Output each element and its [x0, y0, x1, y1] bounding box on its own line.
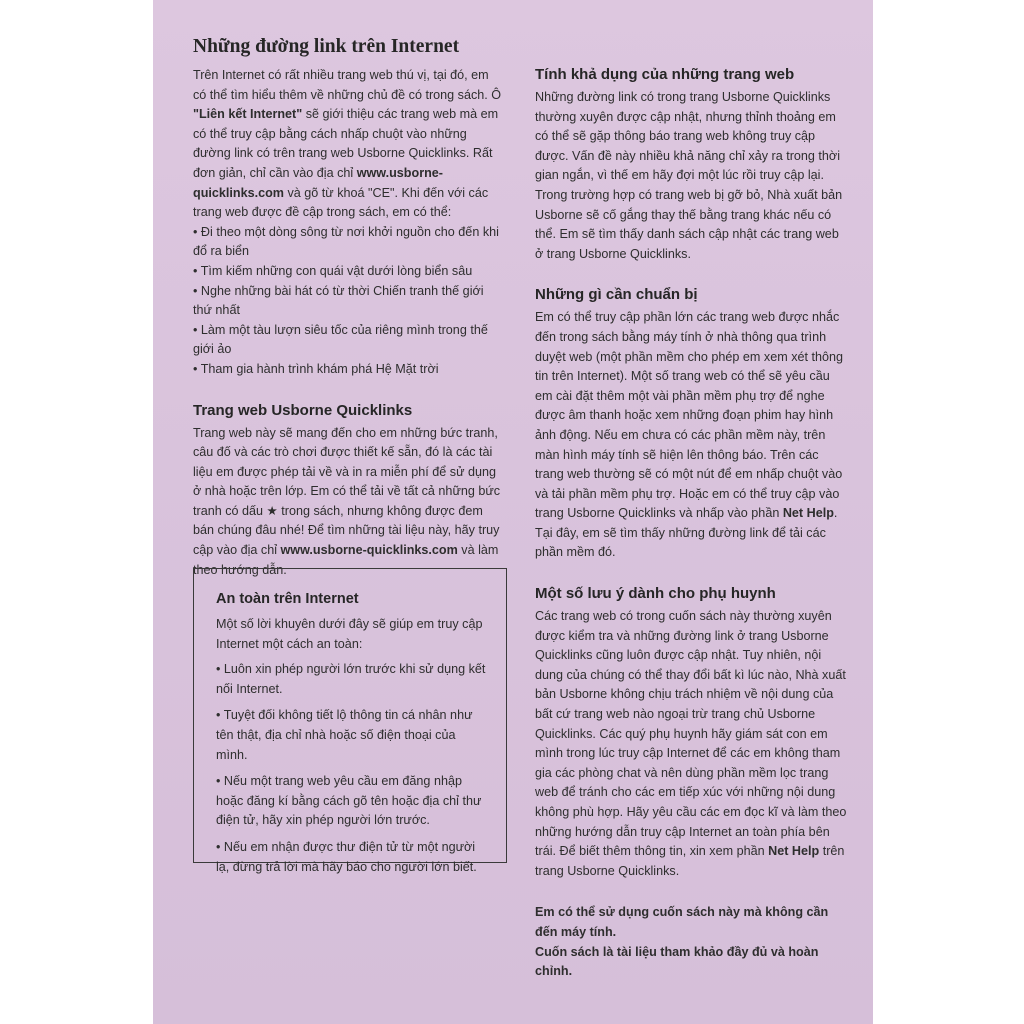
- activity-list: [193, 223, 505, 380]
- safety-list: [216, 660, 486, 877]
- internet-links-title: Những đường link trên Internet: [193, 36, 460, 57]
- right-column: [535, 66, 850, 982]
- list-item: • Tìm kiếm những con quái vật dưới lòng biển sâu: [193, 262, 505, 282]
- list-item: • Nếu em nhận được thư điện tử từ một người lạ, đừng trả lời mà hãy báo cho người lớn biết.: [216, 838, 486, 877]
- parents-section: [535, 585, 850, 881]
- internet-safety-box: [193, 568, 507, 874]
- list-item: • Nghe những bài hát có từ thời Chiến tranh thế giới thứ nhất: [193, 282, 505, 321]
- list-item: • Làm một tàu lượn siêu tốc của riêng mình trong thế giới ảo: [193, 321, 505, 360]
- safety-intro: Một số lời khuyên dưới đây sẽ giúp em truy cập Internet một cách an toàn:: [216, 617, 483, 651]
- parents-text: Các trang web có trong cuốn sách này thường xuyên được kiểm tra và những đường link ở trang Usborne Quicklinks cũng luôn được cập nhật. Tuy nhiên, nội dung của chúng có thể thay đổi bất kì lúc nào, Nhà xuất bản Usborne không chịu trách nhiệm về nội dung của bất cứ trang web nào ngoại trừ trang chủ Usborne Quicklinks. Các quý phụ huynh hãy giám sát con em mình trong lúc truy cập Internet để các em không tham gia các phòng chat và nên dùng phần mềm lọc trang web để tránh cho các em tiếp xúc với những nội dung không phù hợp. Hãy yêu cầu các em đọc kĩ và làm theo những hướng dẫn truy cập Internet an toàn phía bên trái. Để biết thêm thông tin, xin xem phần Net Help trên trang Usborne Quicklinks.: [535, 609, 847, 878]
- list-item: • Nếu một trang web yêu cầu em đăng nhập hoặc đăng kí bằng cách gõ tên hoặc địa chỉ thư điện tử, hãy xin phép người lớn trước.: [216, 772, 486, 831]
- quicklinks-heading: Trang web Usborne Quicklinks: [193, 401, 413, 419]
- footer-line-2: Cuốn sách là tài liệu tham khảo đầy đủ và hoàn chỉnh.: [535, 944, 819, 979]
- parents-heading: Một số lưu ý dành cho phụ huynh: [535, 585, 776, 603]
- prepare-section: [535, 286, 850, 563]
- internet-links-intro: Trên Internet có rất nhiều trang web thú vị, tại đó, em có thể tìm hiểu thêm về những chủ đề có trong sách. Ô "Liên kết Internet" sẽ giới thiệu các trang web mà em có thể truy cập bằng cách nhấp chuột vào những đường link có trên trang web Usborne Quicklinks. Rất đơn giản, chỉ cần vào địa chỉ www.usborne-quicklinks.com và gõ từ khoá "CE". Khi đến với các trang web được đề cập trong sách, em có thể:: [193, 68, 502, 220]
- availability-section: [535, 66, 850, 264]
- list-item: • Tham gia hành trình khám phá Hệ Mặt trời: [193, 360, 505, 380]
- net-help-term: Net Help: [782, 506, 834, 521]
- list-item: • Tuyệt đối không tiết lộ thông tin cá nhân như tên thật, địa chỉ nhà hoặc số điện thoại của mình.: [216, 706, 486, 765]
- list-item: • Luôn xin phép người lớn trước khi sử dụng kết nối Internet.: [216, 660, 486, 699]
- footer-note: [535, 903, 850, 981]
- prepare-heading: Những gì cần chuẩn bị: [535, 286, 698, 304]
- net-help-term: Net Help: [768, 844, 820, 859]
- quicklinks-url: www.usborne-quicklinks.com: [193, 165, 443, 200]
- list-item: • Đi theo một dòng sông từ nơi khởi nguồn cho đến khi đổ ra biển: [193, 223, 505, 262]
- quicklinks-section: [193, 402, 505, 581]
- left-column: [193, 36, 505, 580]
- internet-link-box-term: "Liên kết Internet": [193, 107, 303, 122]
- availability-heading: Tính khả dụng của những trang web: [535, 66, 795, 83]
- prepare-text: Em có thể truy cập phần lớn các trang web được nhắc đến trong sách bằng máy tính ở nhà thông qua trình duyệt web (một phần mềm cho phép em xem xét thông tin trên Internet). Một số trang web có thể sẽ yêu cầu em cài đặt thêm một vài phần mềm phụ trợ để nghe được âm thanh hoặc xem những đoạn phim hay hình ảnh động. Nếu em chưa có các phần mềm này, trên màn hình máy tính sẽ hiện lên thông báo. Trên các trang web thường sẽ có một nút để em nhấp chuột vào và tải phần mềm phụ trợ. Hoặc em có thể truy cập vào trang Usborne Quicklinks và nhấp vào phần Net Help. Tại đây, em sẽ tìm thấy những đường link để tải các phần mềm đó.: [535, 310, 844, 560]
- quicklinks-text: Trang web này sẽ mang đến cho em những bức tranh, câu đố và các trò chơi được thiết kế sẵn, đó là các tài liệu em được phép tải về và in ra miễn phí để sử dụng ở nhà hoặc trên lớp. Em có thể tải về tất cả những bức tranh có dấu ★ trong sách, nhưng không được đem bán chúng đâu nhé! Để tìm những tài liệu này, hãy truy cập vào địa chỉ www.usborne-quicklinks.com và làm theo hướng dẫn.: [193, 425, 501, 577]
- footer-line-1: Em có thể sử dụng cuốn sách này mà không cần đến máy tính.: [535, 905, 829, 939]
- availability-text: Những đường link có trong trang Usborne Quicklinks thường xuyên được cập nhật, nhưng thỉnh thoảng em có thể sẽ gặp thông báo trang web không truy cập được. Vấn đề này nhiều khả năng chỉ xảy ra trong thời gian ngắn, vì thế em hãy đợi một lúc rồi truy cập lại. Trong trường hợp có trang web bị gỡ bỏ, Nhà xuất bản Usborne sẽ cố gắng thay thế bằng trang khác nếu có thể. Em sẽ tìm thấy danh sách cập nhật các trang web ở trang Usborne Quicklinks.: [535, 90, 843, 261]
- book-page: [153, 0, 873, 1024]
- safety-heading: An toàn trên Internet: [216, 591, 359, 607]
- quicklinks-url: www.usborne-quicklinks.com: [280, 543, 458, 558]
